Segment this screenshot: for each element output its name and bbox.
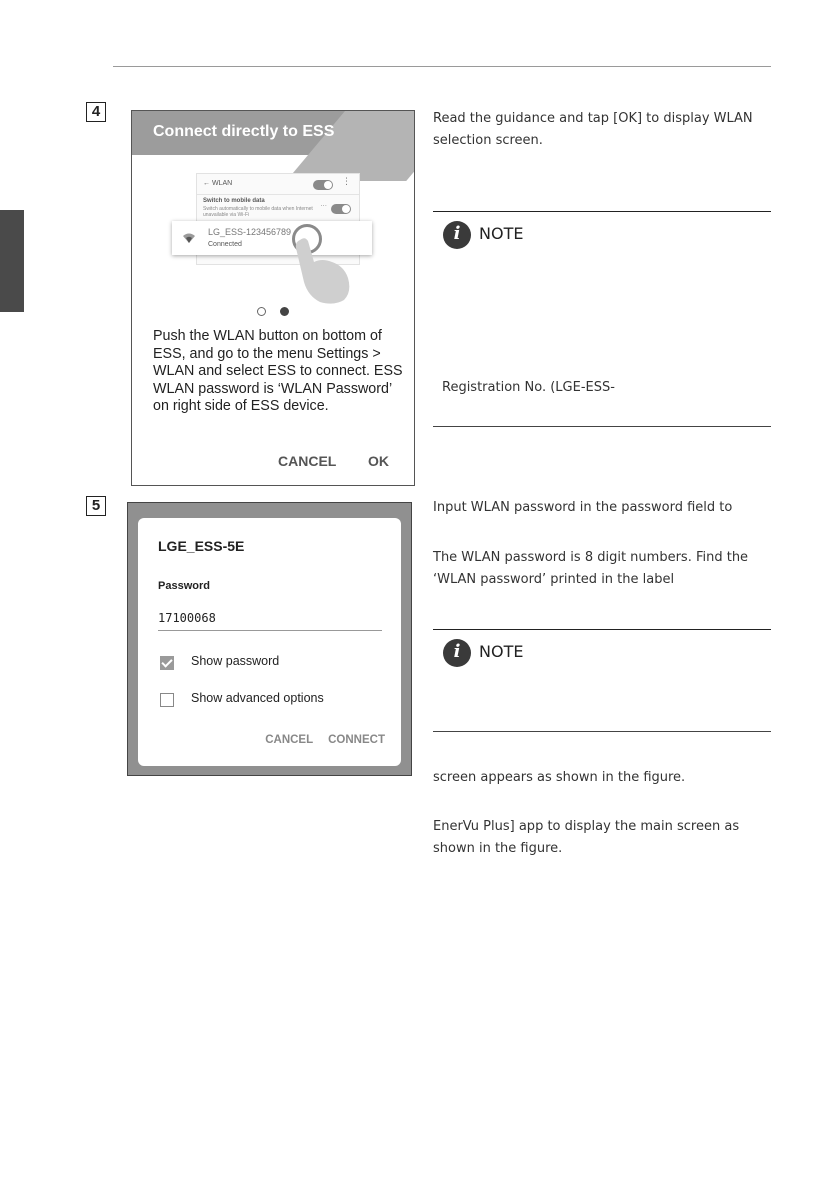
ok-button[interactable]: OK bbox=[368, 453, 389, 469]
advanced-options-label[interactable]: Show advanced options bbox=[191, 691, 324, 705]
header-stripe bbox=[286, 110, 415, 181]
step-number-5: 5 bbox=[86, 496, 106, 516]
switch-mobile-desc: Switch automatically to mobile data when Internet unavailable via Wi-Fi bbox=[203, 206, 313, 218]
password-dialog bbox=[138, 518, 401, 766]
wifi-icon bbox=[183, 232, 195, 244]
step5-text-1: Input WLAN password in the password field to bbox=[433, 500, 733, 515]
password-input[interactable] bbox=[158, 606, 382, 631]
step-number-4: 4 bbox=[86, 102, 106, 122]
network-ssid: LG_ESS-123456789 bbox=[208, 227, 292, 237]
show-password-label[interactable]: Show password bbox=[191, 654, 280, 668]
note-text: Registration No. (LGE-ESS- bbox=[442, 380, 615, 395]
wlan-preview-header: ← WLAN bbox=[203, 180, 233, 187]
password-screen bbox=[127, 502, 412, 776]
network-name: LGE_ESS-5E bbox=[158, 538, 245, 554]
wlan-toggle[interactable] bbox=[313, 180, 333, 190]
advanced-options-checkbox[interactable] bbox=[160, 693, 174, 707]
page-indicator bbox=[132, 301, 414, 320]
header-rule bbox=[113, 66, 771, 67]
step4-text: Read the guidance and tap [OK] to display WLAN selection screen. bbox=[433, 111, 753, 148]
preview-divider bbox=[197, 194, 359, 195]
overflow-menu-icon[interactable]: ⋮ bbox=[342, 177, 351, 187]
after-text-1: screen appears as shown in the figure. bbox=[433, 770, 686, 785]
step5-text-2: The WLAN password is 8 digit numbers. Find the ‘WLAN password’ printed in the label bbox=[433, 550, 749, 587]
connect-title: Connect directly to ESS bbox=[153, 123, 335, 140]
note-heading bbox=[443, 221, 643, 249]
connect-actions bbox=[250, 453, 389, 469]
chapter-tab bbox=[0, 210, 24, 312]
page-dot bbox=[257, 307, 266, 316]
page-dot-active bbox=[280, 307, 289, 316]
note-rule-bottom bbox=[433, 426, 771, 427]
note-rule-top bbox=[433, 211, 771, 212]
info-icon: i bbox=[443, 221, 471, 249]
more-indicator: ··· bbox=[320, 202, 327, 210]
switch-mobile-title: Switch to mobile data bbox=[203, 198, 265, 204]
connect-button[interactable]: CONNECT bbox=[328, 734, 385, 746]
connect-instructions: Push the WLAN button on bottom of ESS, and go to the menu Settings > WLAN and select ESS to connect. ESS WLAN password is ‘WLAN Password’ on right side of ESS device. bbox=[153, 328, 403, 414]
mobile-data-toggle[interactable] bbox=[331, 204, 351, 214]
hand-pointer-icon bbox=[292, 236, 362, 306]
dialog-actions bbox=[253, 734, 385, 746]
note2-heading bbox=[443, 639, 643, 667]
password-label: Password bbox=[158, 580, 210, 592]
note-label: NOTE bbox=[479, 224, 524, 243]
show-password-checkbox[interactable] bbox=[160, 656, 174, 670]
connect-screen bbox=[131, 110, 415, 486]
note2-rule-bottom bbox=[433, 731, 771, 732]
info-icon: i bbox=[443, 639, 471, 667]
note2-label: NOTE bbox=[479, 642, 524, 661]
cancel-button[interactable]: CANCEL bbox=[278, 453, 337, 469]
after-text-2: EnerVu Plus] app to display the main screen as shown in the figure. bbox=[433, 819, 740, 856]
network-status: Connected bbox=[208, 241, 242, 248]
note2-rule-top bbox=[433, 629, 771, 630]
cancel-button[interactable]: CANCEL bbox=[265, 734, 313, 746]
